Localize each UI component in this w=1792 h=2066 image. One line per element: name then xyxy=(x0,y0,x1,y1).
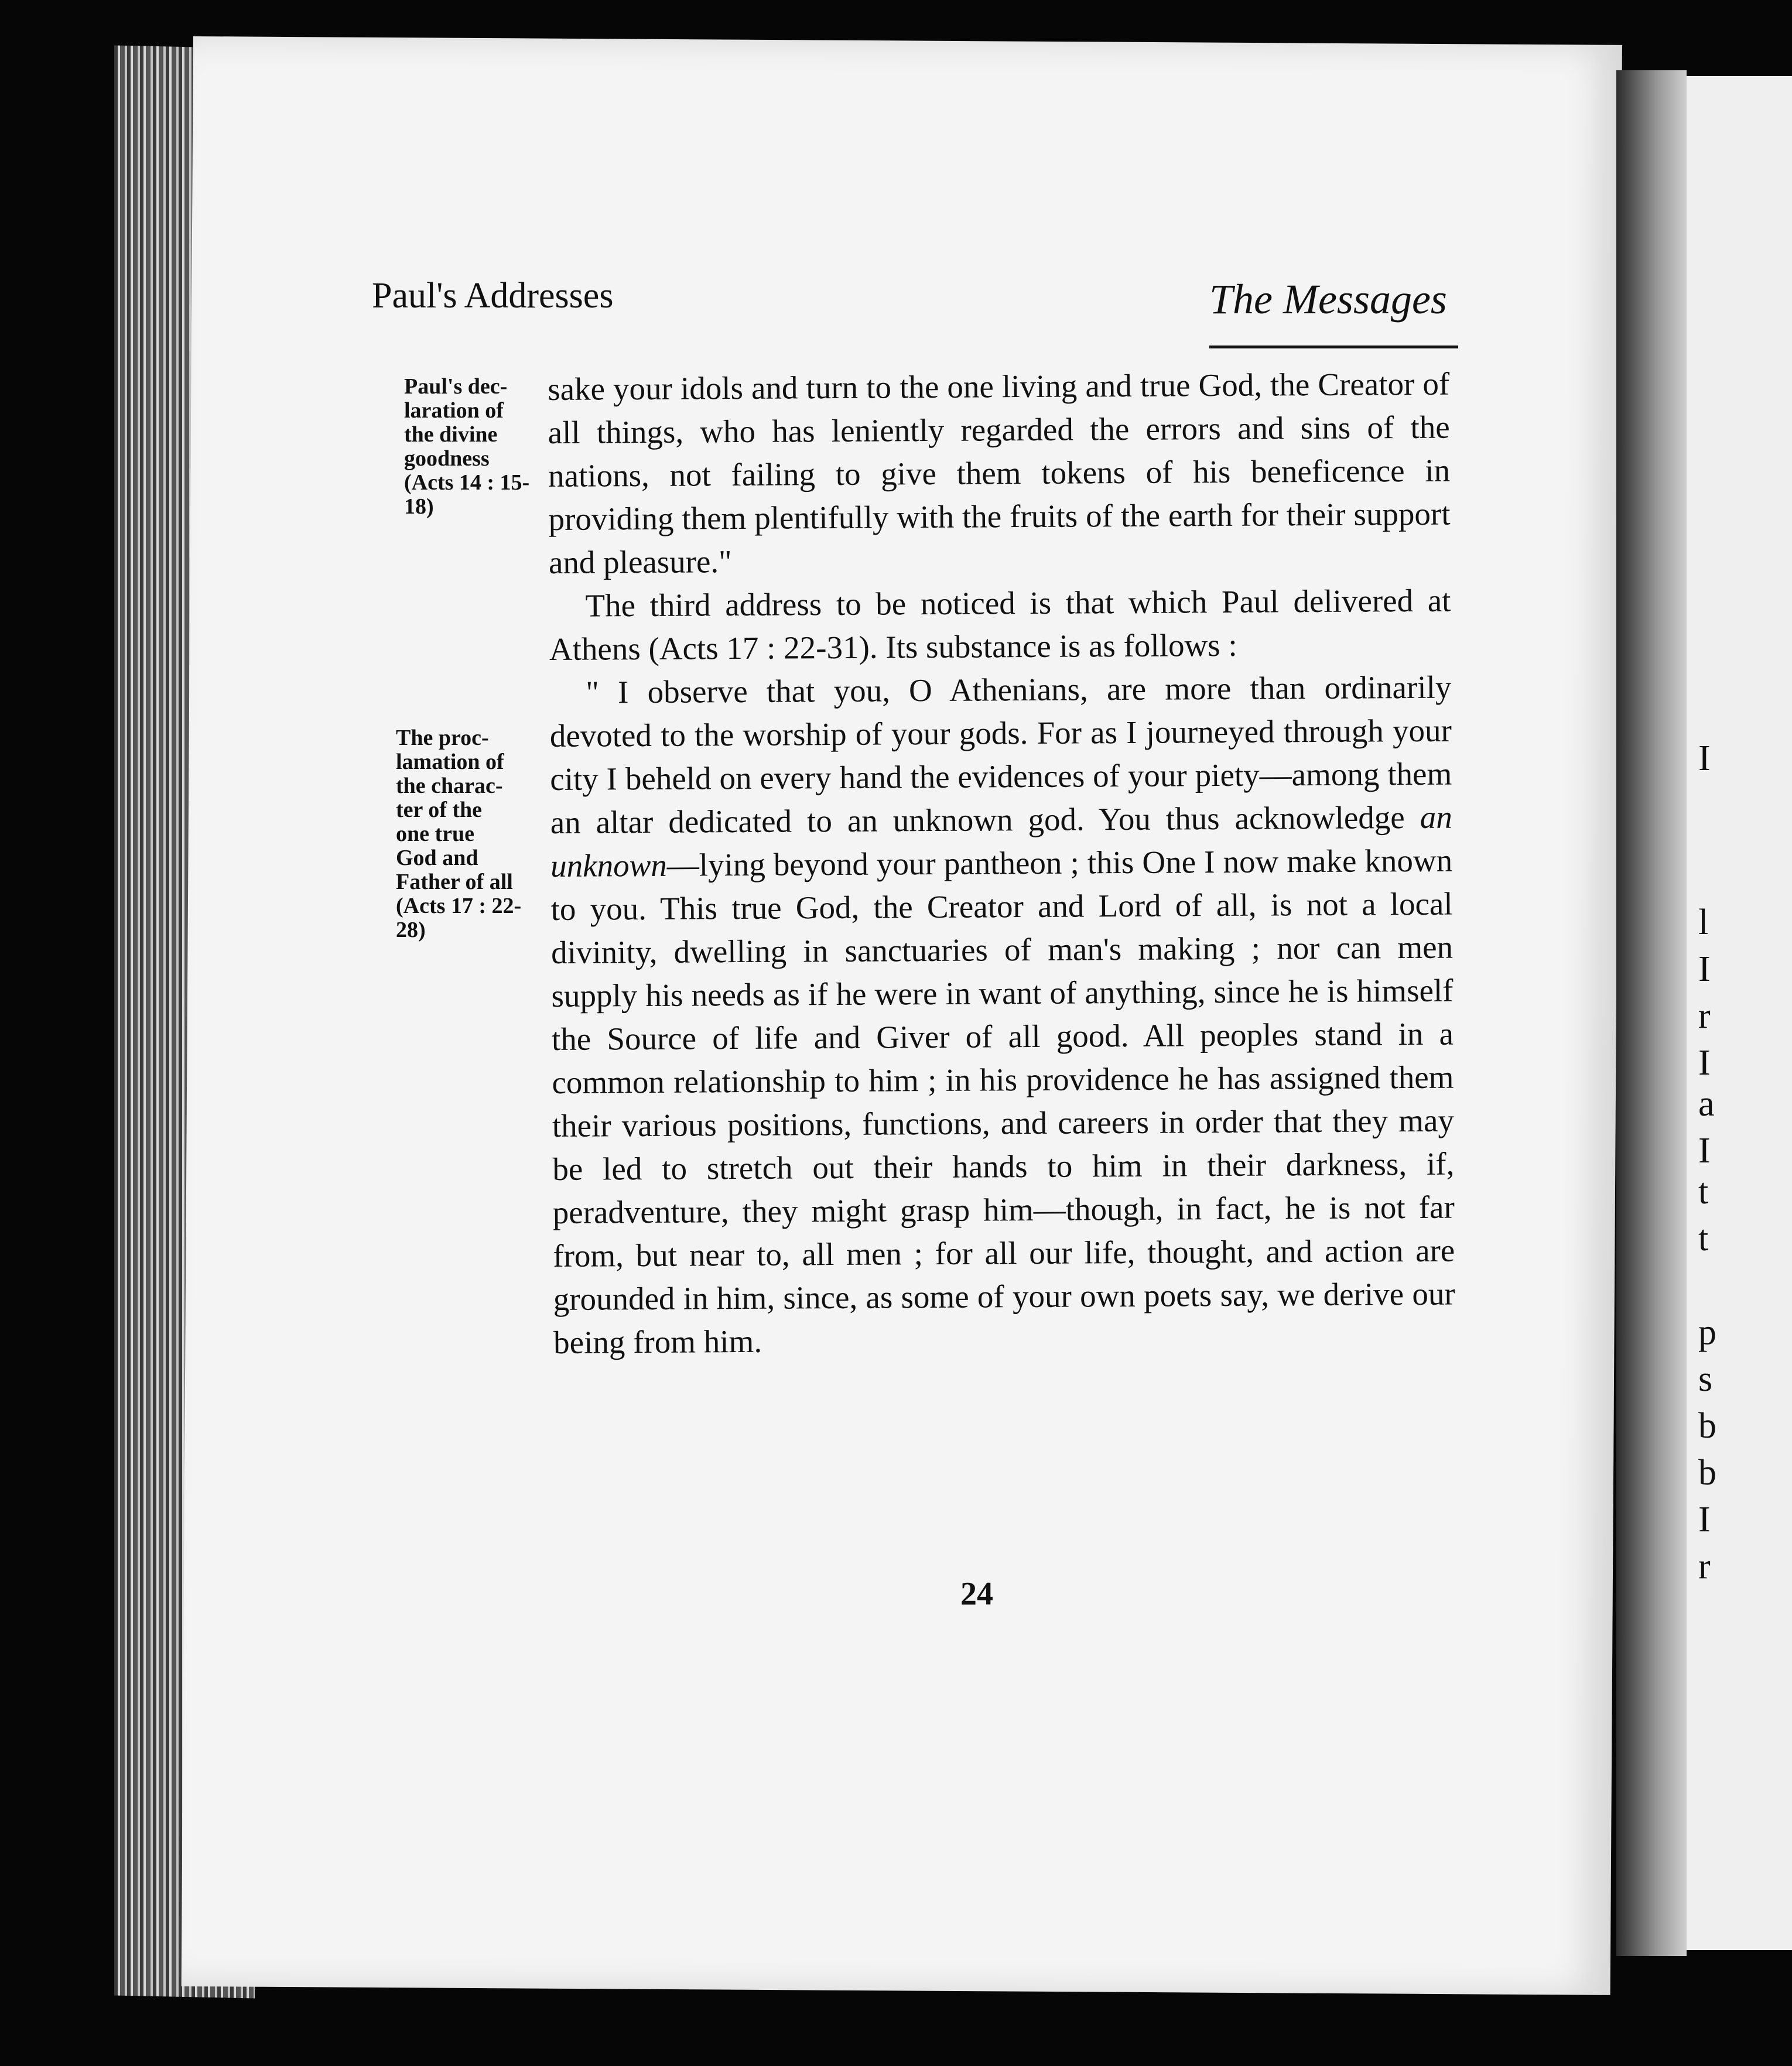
next-page-fragment: I xyxy=(1698,1043,1711,1083)
paragraph-2: The third address to be noticed is that which Paul delivered at Athens (Acts 17 : 22-31). Its substance is as follows : xyxy=(549,582,1451,667)
sidenote-divine-goodness: Paul's dec- laration of the divine goodness (Acts 14 : 15- 18) xyxy=(404,374,530,519)
next-page-fragment: s xyxy=(1698,1359,1713,1399)
next-page-fragment: l xyxy=(1698,902,1709,942)
next-page-fragment: t xyxy=(1698,1172,1709,1212)
next-page-fragment: a xyxy=(1698,1084,1715,1124)
next-page-fragment: I xyxy=(1698,738,1711,778)
paragraph-3-start: " I observe that you, O Athenians, are more than ordinarily devoted to the worship of your gods. For as I journeyed through your city I beheld on every hand the evidences of your piety—among them an altar dedicated to an unknown god. You thus acknowledge xyxy=(549,669,1452,840)
gutter-shadow xyxy=(1616,70,1687,1956)
running-head-left: Paul's Addresses xyxy=(372,276,614,316)
next-page-fragment: p xyxy=(1698,1312,1716,1352)
page-number: 24 xyxy=(960,1576,993,1612)
paragraph-3-rest: —lying beyond your pantheon ; this One I now make known to you. This true God, the Creator and Lord of all, is not a local divinity, dwelling in sanctuaries of man's making ; nor can men supply his needs as if he were in want of anything, since he is himself the Source of life and Giver of all good. All peoples stand in a common relationship to him ; in his providence he has assigned them their various positions, functions, and careers in order that they may be led to stretch out their hands to him in their darkness, if, peradventure, they might grasp him—though, in fact, he is not far from, but near to, all men ; for all our life, thought, and action are grounded in him, since, as some of your own poets say, we derive our being from him. xyxy=(550,842,1455,1360)
next-page-fragment: t xyxy=(1698,1219,1709,1258)
running-head-right: The Messages xyxy=(1209,276,1447,323)
next-page-fragment: b xyxy=(1698,1406,1716,1446)
paragraph-3-italic: an unknown xyxy=(550,799,1452,884)
next-page-fragment: b xyxy=(1698,1453,1716,1493)
next-page-fragment: r xyxy=(1698,996,1711,1036)
next-page-fragment: I xyxy=(1698,949,1711,989)
next-page-fragment: r xyxy=(1698,1547,1711,1586)
next-page-fragment: I xyxy=(1698,1500,1711,1540)
next-page-edge xyxy=(1687,76,1792,1950)
sidenote-proclamation: The proc- lamation of the charac- ter of the one true God and Father of all (Acts 17 : 22- 28) xyxy=(396,726,522,942)
next-page-fragment: I xyxy=(1698,1131,1711,1171)
body-text xyxy=(548,362,1455,1364)
paragraph-3 xyxy=(549,666,1455,1364)
header-rule xyxy=(1209,346,1458,348)
paragraph-1: sake your idols and turn to the one living and true God, the Creator of all things, who has leniently regarded the errors and sins of the nations, not failing to give them tokens of his beneficence in providing them plentifully with the fruits of the earth for their support and pleasure." xyxy=(548,365,1451,580)
